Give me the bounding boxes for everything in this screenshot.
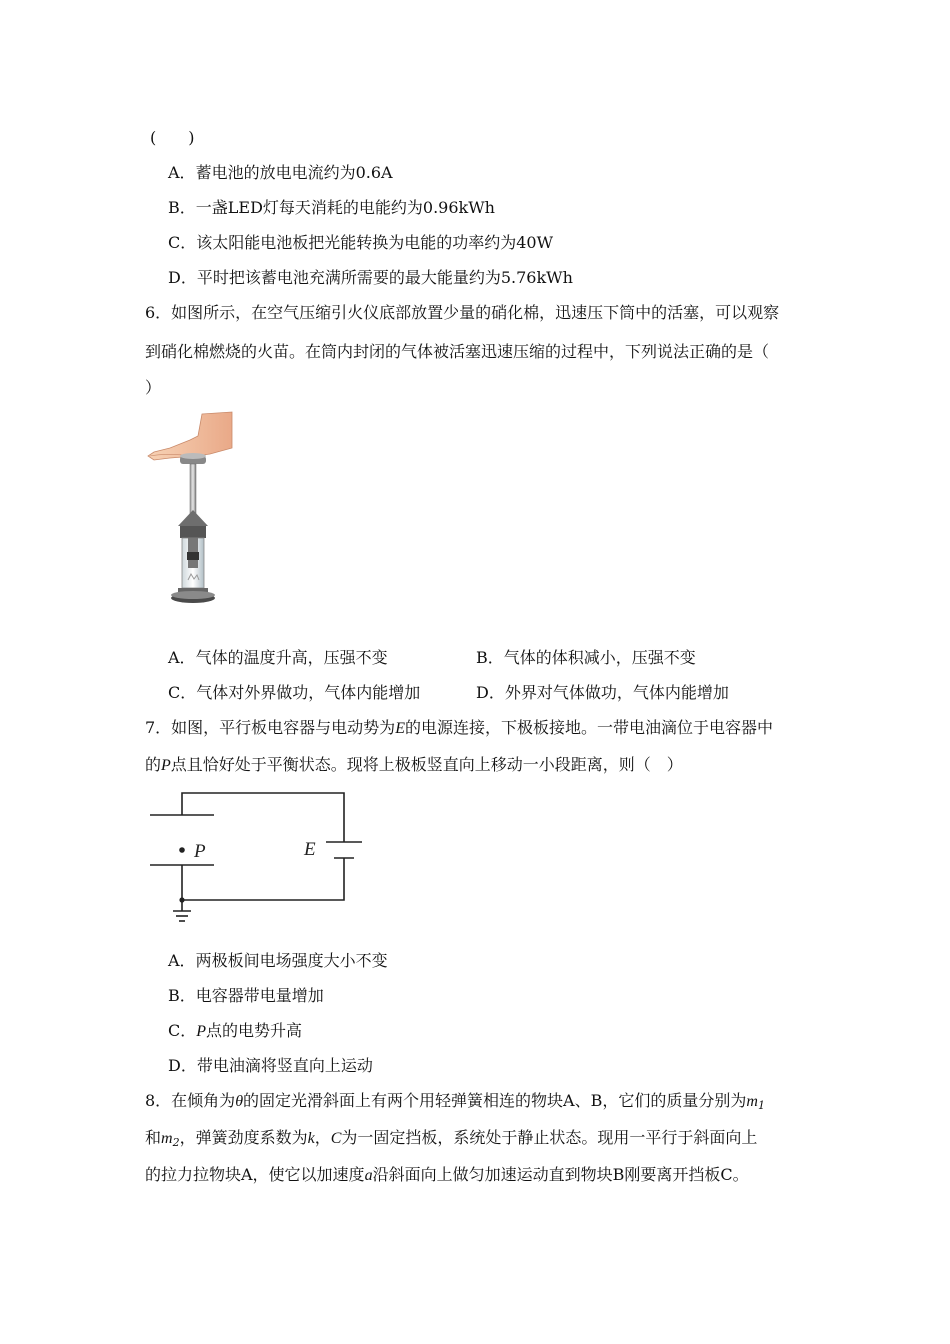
q7-option-c: C．P点的电势升高 <box>168 1021 303 1040</box>
q6-option-b: B．气体的体积减小，压强不变 <box>476 648 696 667</box>
q7-option-a: A．两极板间电场强度大小不变 <box>168 951 388 970</box>
q8-stem-line3: 的拉力拉物块A，使它以加速度a沿斜面向上做匀加速运动直到物块B刚要离开挡板C。 <box>145 1165 749 1184</box>
figure-label-p: P <box>194 841 206 862</box>
q8-stem-line2: 和$m_2$，弹簧劲度系数为k，C为一固定挡板，系统处于静止状态。现用一平行于斜面向上 <box>145 1128 758 1149</box>
q6-option-d: D．外界对气体做功，气体内能增加 <box>476 683 729 702</box>
q6-option-c: C．气体对外界做功，气体内能增加 <box>168 683 421 702</box>
capacitor-circuit-figure <box>140 785 370 935</box>
q6-stem-line3: ） <box>145 378 162 397</box>
figure-label-e: E <box>304 839 316 860</box>
q5-option-b: B．一盏LED灯每天消耗的电能约为0.96kWh <box>168 198 495 217</box>
q5-option-a: A．蓄电池的放电电流约为0.6A <box>168 163 393 182</box>
q7-option-d: D．带电油滴将竖直向上运动 <box>168 1056 373 1075</box>
q7-stem-line2: 的P点且恰好处于平衡状态。现将上极板竖直向上移动一小段距离，则（ ） <box>145 755 683 774</box>
q6-stem-line2: 到硝化棉燃烧的火苗。在筒内封闭的气体被活塞迅速压缩的过程中，下列说法正确的是（ <box>145 342 770 361</box>
q6-option-a: A．气体的温度升高，压强不变 <box>168 648 388 667</box>
q7-option-b: B．电容器带电量增加 <box>168 986 324 1005</box>
air-compression-igniter-figure <box>140 410 240 610</box>
q5-option-c: C．该太阳能电池板把光能转换为电能的功率约为40W <box>168 233 554 252</box>
q6-stem-line1: 6．如图所示，在空气压缩引火仪底部放置少量的硝化棉，迅速压下筒中的活塞，可以观察 <box>145 303 780 322</box>
q5-answer-paren: ( ) <box>150 128 195 147</box>
q7-stem-line1: 7．如图，平行板电容器与电动势为E的电源连接，下极板接地。一带电油滴位于电容器中 <box>145 718 773 737</box>
q8-stem-line1: 8．在倾角为θ的固定光滑斜面上有两个用轻弹簧相连的物块A、B，它们的质量分别为$m_1$ <box>145 1091 765 1112</box>
q5-option-d: D．平时把该蓄电池充满所需要的最大能量约为5.76kWh <box>168 268 573 287</box>
